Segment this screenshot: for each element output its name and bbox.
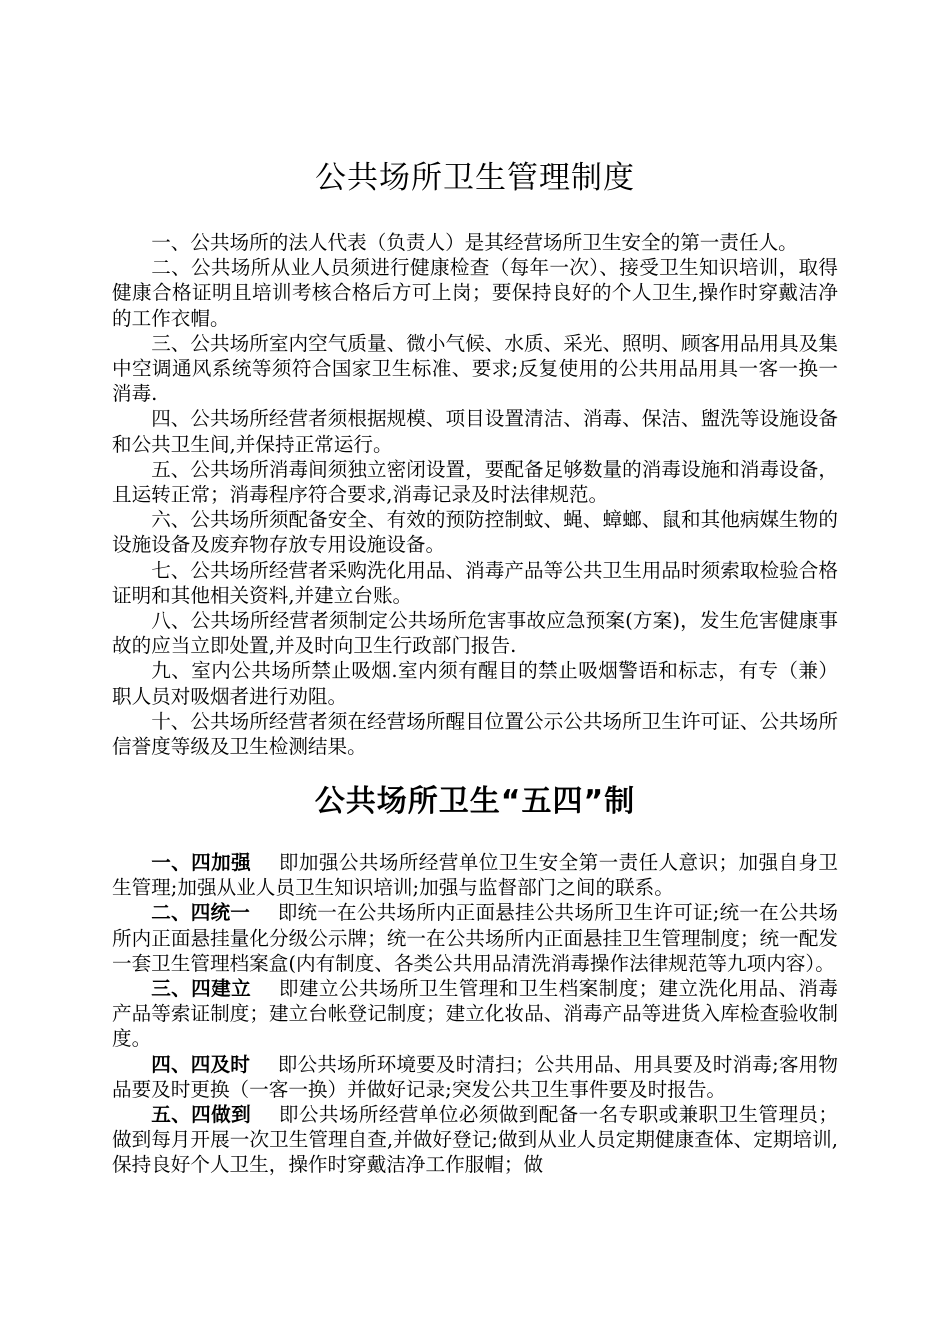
rules-section xyxy=(112,230,838,759)
five-four-item xyxy=(112,900,838,976)
rule-paragraph: 八、公共场所经营者须制定公共场所危害事故应急预案(方案)，发生危害健康事故的应当立即处置,并及时向卫生行政部门报告. xyxy=(112,609,838,658)
item-heading: 一、四加强 xyxy=(151,851,252,874)
rule-paragraph: 一、公共场所的法人代表（负责人）是其经营场所卫生安全的第一责任人。 xyxy=(151,231,798,254)
five-four-item xyxy=(112,1052,838,1102)
rule-paragraph: 三、公共场所室内空气质量、微小气候、水质、采光、照明、顾客用品用具及集中空调通风系统等须符合国家卫生标准、要求;反复使用的公共用品用具一客一换一消毒. xyxy=(112,331,838,406)
five-four-item xyxy=(112,976,838,1052)
document-title: 公共场所卫生管理制度 xyxy=(315,160,635,196)
item-text: 即建立公共场所卫生管理和卫生档案制度；建立洗化用品、消毒产品等索证制度；建立台帐登记制度；建立化妆品、消毒产品等进货入库检查验收制度。 xyxy=(112,977,839,1051)
rule-paragraph: 四、公共场所经营者须根据规模、项目设置清洁、消毒、保洁、盥洗等设施设备和公共卫生间,并保持正常运行。 xyxy=(112,407,838,456)
five-four-section xyxy=(112,850,838,1178)
item-text: 即公共场所环境要及时清扫；公共用品、用具要及时消毒;客用物品要及时更换（一客一换）并做好记录;突发公共卫生事件要及时报告。 xyxy=(112,1052,839,1101)
item-text: 即公共场所经营单位必须做到配备一名专职或兼职卫生管理员；做到每月开展一次卫生管理自查,并做好登记;做到从业人员定期健康查体、定期培训,保持良好个人卫生，操作时穿戴洁净工作服帽；做 xyxy=(112,1103,839,1177)
rule-paragraph: 二、公共场所从业人员须进行健康检查（每年一次）、接受卫生知识培训，取得健康合格证明且培训考核合格后方可上岗；要保持良好的个人卫生,操作时穿戴洁净的工作衣帽。 xyxy=(112,256,838,330)
five-four-item xyxy=(112,1102,838,1178)
rule-paragraph: 七、公共场所经营者采购洗化用品、消毒产品等公共卫生用品时须索取检验合格证明和其他相关资料,并建立台账。 xyxy=(112,558,838,607)
rule-paragraph: 五、公共场所消毒间须独立密闭设置，要配备足够数量的消毒设施和消毒设备，且运转正常；消毒程序符合要求,消毒记录及时法律规范。 xyxy=(112,457,838,507)
item-heading: 五、四做到 xyxy=(151,1103,252,1127)
item-heading: 三、四建立 xyxy=(151,977,252,1001)
five-four-item xyxy=(112,850,838,900)
item-heading: 四、四及时 xyxy=(151,1052,251,1076)
rule-paragraph: 十、公共场所经营者须在经营场所醒目位置公示公共场所卫生许可证、公共场所信誉度等级及卫生检测结果。 xyxy=(112,709,838,759)
item-heading: 二、四统一 xyxy=(151,901,251,925)
section-title: 公共场所卫生“五四”制 xyxy=(314,784,636,819)
item-text: 即加强公共场所经营单位卫生安全第一责任人意识；加强自身卫生管理;加强从业人员卫生知识培训;加强与监督部门之间的联系。 xyxy=(112,851,839,900)
rule-paragraph: 九、室内公共场所禁止吸烟.室内须有醒目的禁止吸烟警语和标志，有专（兼）职人员对吸烟者进行劝阻。 xyxy=(112,659,838,708)
item-text: 即统一在公共场所内正面悬挂公共场所卫生许可证;统一在公共场所内正面悬挂量化分级公示牌；统一在公共场所内正面悬挂卫生管理制度；统一配发一套卫生管理档案盒(内有制度、各类公共用品清洗消毒操作法律规范等九项内容）。 xyxy=(112,901,839,975)
rule-paragraph: 六、公共场所须配备安全、有效的预防控制蚊、蝇、蟑螂、鼠和其他病媒生物的设施设备及废弃物存放专用设施设备。 xyxy=(112,508,838,557)
